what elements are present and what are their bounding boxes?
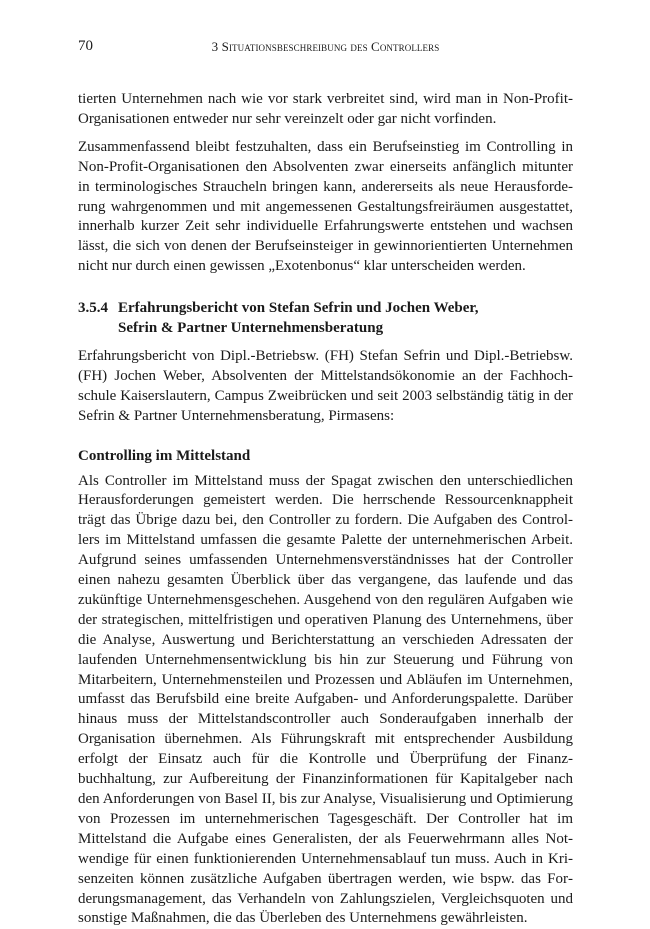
chapter-number: 3 [212, 39, 219, 54]
running-head [78, 38, 573, 62]
paragraph-summary: Zusammenfassend bleibt festzuhalten, dass ein Berufseinstieg im Controlling in Non-Profit-Organisationen den Absolventen zwar einerseits anfänglich mitunter in terminologisches Straucheln bringen kann, andererseits als neue Herausforderung wahrgenommen und mit angemessenen Gestaltungsfreiräumen ausgestattet, innerhalb kurzer Zeit sehr individuelle Erfahrungswerte entstehen und wachsen lässt, die sich von denen der Berufseinsteiger in gewinnorientierten Unternehmen nicht nur durch einen gewissen „Exotenbonus“ klar unterscheiden werden. [78, 138, 573, 277]
subsection-heading: Controlling im Mittelstand [78, 447, 573, 467]
section-title-line1: Erfahrungsbericht von Stefan Sefrin und Jochen Weber, [118, 300, 478, 316]
chapter-title [78, 39, 573, 55]
section-intro: Erfahrungsbericht von Dipl.-Betriebsw. (FH) Stefan Sefrin und Dipl.-Betriebsw. (FH) Jochen Weber, Absolventen der Mittelstandsökonomie an der Fachhochschule Kaiserslautern, Campus Zweibrücken und seit 2003 selbständig tätig in der Sefrin & Partner Unternehmensberatung, Pirmasens: [78, 347, 573, 427]
page-number: 70 [78, 38, 93, 55]
chapter-title-text: Situationsbeschreibung des Controllers [222, 39, 440, 54]
subsection-body: Als Controller im Mittelstand muss der Spagat zwischen den unterschiedlichen Herausforderungen gemeistert werden. Die herrschende Ressourcenknappheit trägt das Übrige dazu bei, den Controller zu fordern. Die Aufgaben des Controllers im Mittelstand umfassen die gesamte Palette der unternehmerischen Arbeit. Aufgrund seines umfassenden Unternehmensverständnisses hat der Controller einen nahezu gesamten Überblick über das vergangene, das laufende und das zukünftige Unternehmensgeschehen. Ausgehend von den regulären Aufgaben wie der strategischen, mittelfristigen und operativen Planung des Unternehmens, über die Analyse, Auswertung und Berichterstattung an verschieden Adressaten der laufenden Unternehmensentwicklung bis hin zur Steuerung und Führung von Mitarbeitern, Unternehmensteilen und Prozessen und Abläufen im Unternehmen, umfasst das Berufsbild eine breite Aufgaben- und Anforderungspalette. Darüber hinaus muss der Mittelstandscontroller auch Sonderaufgaben innerhalb der Organisation übernehmen. Als Führungskraft mit entsprechender Ausbildung erfolgt der Einsatz auch für die Kontrolle und Überprüfung der Finanzbuchhaltung, zur Aufbereitung der Finanzinformationen für Kapitalgeber nach den Anforderungen von Basel II, bis zur Analyse, Visualisierung und Optimierung von Prozessen im unternehmerischen Tagesgeschäft. Der Controller hat im Mittelstand die Aufgabe eines Generalisten, der als Feuerwehrmann alles Notwendige für einen funktionierenden Unternehmensablauf tun muss. Auch in Krisenzeiten können zusätzliche Aufgaben übertragen werden, wie bspw. das Forderungsmanagement, das Verhandeln von Zahlungszielen, Vergleichsquoten und sonstige Maßnahmen, die das Überleben des Unternehmens gewährleisten. [78, 472, 573, 929]
section-number: 3.5.4 [78, 299, 118, 319]
book-page [78, 38, 573, 929]
section-heading [78, 299, 573, 339]
paragraph-continuation: tierten Unternehmen nach wie vor stark verbreitet sind, wird man in Non-Profit-Organisationen entweder nur sehr vereinzelt oder gar nicht vorfinden. [78, 90, 573, 130]
section-title-line2: Sefrin & Partner Unternehmensberatung [78, 319, 573, 339]
page-content [78, 90, 573, 929]
